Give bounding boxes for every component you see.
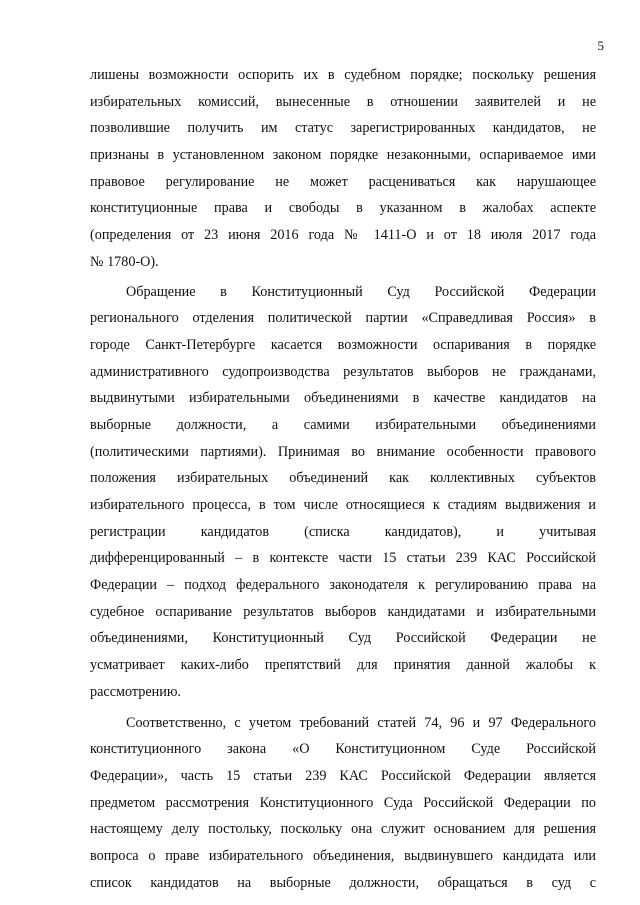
text-line: регионального отделения политической партии «Справедливая Россия» в <box>90 310 596 327</box>
text-line: предметом рассмотрения Конституционного Суда Российской Федерации по <box>90 794 596 811</box>
text-line: избирательных комиссий, вынесенные в отношении заявителей и не <box>90 93 596 110</box>
text-line: усматривает каких-либо препятствий для принятия данной жалобы к <box>90 657 596 674</box>
text-line: позволившие получить им статус зарегистрированных кандидатов, не <box>90 120 596 137</box>
text-line: лишены возможности оспорить их в судебном порядке; поскольку решения <box>90 67 596 83</box>
text-line: Федерации», часть 15 статьи 239 КАС Российской Федерации является <box>90 767 596 784</box>
text-line: объединениями, Конституционный Суд Российской Федерации не <box>90 630 596 647</box>
document-body <box>90 62 596 896</box>
text-line: выборные должности, а самими избирательными объединениями <box>90 416 596 433</box>
text-line: Соответственно, с учетом требований статей 74, 96 и 97 Федерального <box>126 714 596 731</box>
text-line: положения избирательных объединений как коллективных субъектов <box>90 470 596 487</box>
page-number: 5 <box>597 38 604 53</box>
text-line: (определения от 23 июня 2016 года № 1411-О и от 18 июля 2017 года <box>90 227 596 244</box>
text-line: выдвинутыми избирательными объединениями в качестве кандидатов на <box>90 390 596 407</box>
text-line: рассмотрению. <box>90 683 181 700</box>
text-line: дифференцированный – в контексте части 15 статьи 239 КАС Российской <box>90 550 596 567</box>
text-line: вопроса о праве избирательного объединения, выдвинувшего кандидата или <box>90 847 596 864</box>
text-line: Обращение в Конституционный Суд Российской Федерации <box>126 283 596 300</box>
text-line: Федерации – подход федерального законодателя к регулированию права на <box>90 577 596 594</box>
text-line: список кандидатов на выборные должности, обращаться в суд с <box>90 874 596 891</box>
text-line: признаны в установленном законом порядке незаконными, оспариваемое ими <box>90 147 596 164</box>
paragraph <box>90 279 596 706</box>
text-line: городе Санкт-Петербурге касается возможности оспаривания в порядке <box>90 336 596 353</box>
text-line: правовое регулирование не может расцениваться как нарушающее <box>90 173 596 190</box>
text-line: № 1780-О). <box>90 253 159 270</box>
text-line: конституционного закона «О Конституционном Суде Российской <box>90 741 596 758</box>
text-line: судебное оспаривание результатов выборов кандидатами и избирательными <box>90 603 596 620</box>
text-line: (политическими партиями). Принимая во внимание особенности правового <box>90 443 596 460</box>
text-line: настоящему делу постольку, поскольку она служит основанием для решения <box>90 821 596 838</box>
paragraph <box>90 62 596 276</box>
text-line: административного судопроизводства результатов выборов не гражданами, <box>90 363 596 380</box>
text-line: конституционные права и свободы в указанном в жалобах аспекте <box>90 200 596 217</box>
text-line: регистрации кандидатов (списка кандидатов), и учитывая <box>90 523 596 540</box>
paragraph <box>90 710 596 897</box>
text-line: избирательного процесса, в том числе относящиеся к стадиям выдвижения и <box>90 497 596 513</box>
